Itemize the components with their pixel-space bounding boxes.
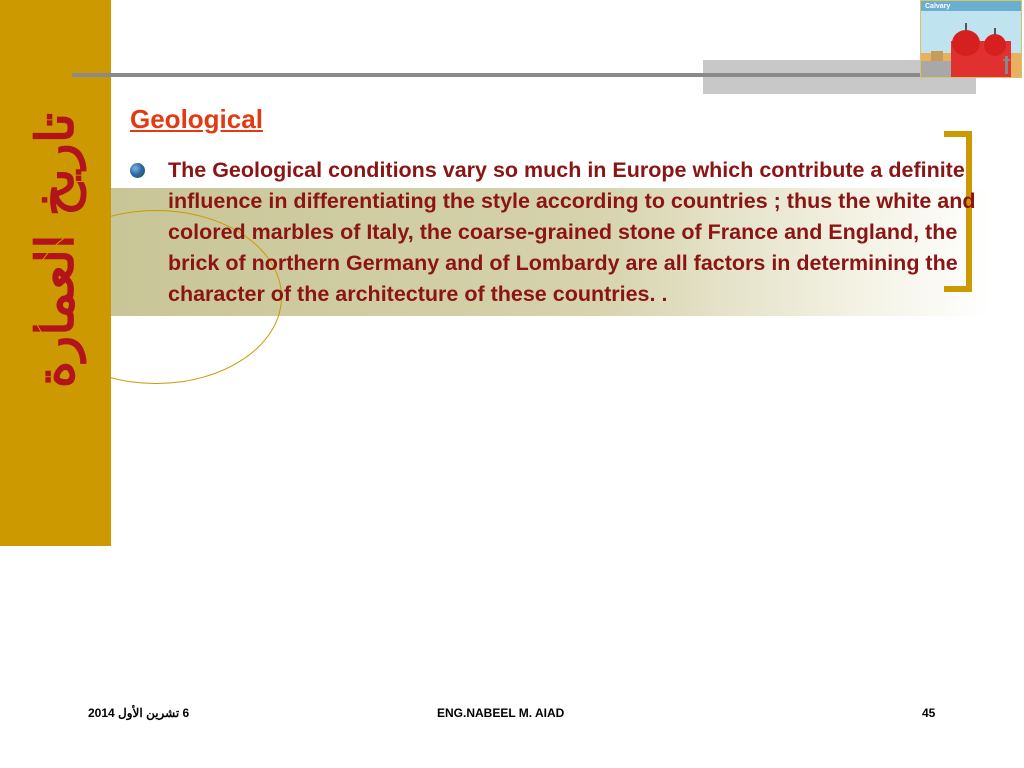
header-rule — [72, 73, 932, 77]
slide-paragraph: The Geological conditions vary so much in Europe which contribute a definite influence in differentiating the style according to countries ; thus the white and colored marbles of Italy, the coarse-grained stone of France and England, the brick of northern Germany and of Lombardy are all factors in determining the character of the architecture of these countries. . — [168, 158, 976, 306]
church-thumbnail-image — [920, 0, 1022, 78]
sidebar-title-text: تاريخ العمارة — [25, 112, 87, 388]
footer-page-number: 45 — [922, 706, 936, 720]
slide-heading: Geological — [130, 104, 263, 134]
footer-author: ENG.NABEEL M. AIAD — [437, 706, 565, 720]
footer-date: 6 تشرين الأول 2014 — [88, 706, 190, 720]
bullet-icon — [130, 163, 145, 178]
thumbnail-caption: Calvary — [925, 3, 951, 10]
church-illustration-icon — [921, 1, 1021, 77]
